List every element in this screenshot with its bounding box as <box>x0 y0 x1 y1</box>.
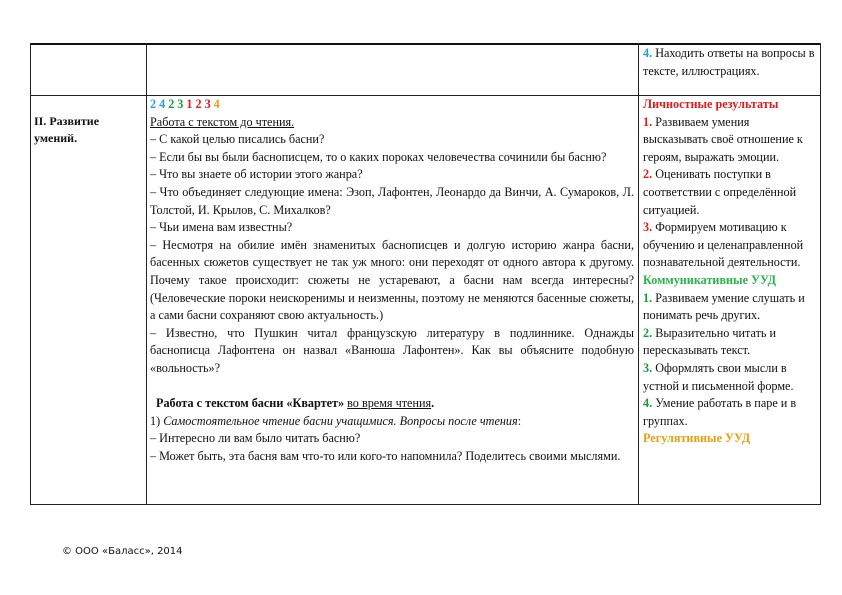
during-heading-bold: Работа с текстом басни «Квартет» <box>156 396 345 411</box>
col-divider-left <box>30 43 31 505</box>
question-line: – Чьи имена вам известны? <box>150 220 293 235</box>
col-divider-1 <box>146 43 147 505</box>
col-divider-2 <box>638 43 639 505</box>
question-line: – Известно, что Пушкин читал французскую литературу в подлиннике. Однажды баснописца Лафонтена он назвал «Ванюша Лафонтен». Как вы объясните подобную «вольность»? <box>150 325 634 375</box>
digit: 1 <box>186 97 193 111</box>
result-number: 3. <box>643 220 653 235</box>
result-text: Формируем мотивацию к обучению и целенаправленной познавательной деятельности. <box>643 220 804 270</box>
step-line <box>150 413 634 431</box>
result-text: Развиваем умение слушать и понимать речь других. <box>643 290 805 323</box>
color-digits <box>150 96 634 114</box>
result-item <box>643 114 817 167</box>
col-divider-right <box>820 43 821 505</box>
result-item <box>643 360 817 395</box>
step-colon: : <box>517 413 522 428</box>
digit: 4 <box>159 97 166 111</box>
spacer <box>150 378 634 396</box>
footer-copyright: © ООО «Баласс», 2014 <box>62 546 183 557</box>
digit: 2 <box>150 97 157 111</box>
table-bottom-border <box>30 504 821 505</box>
question-line: – Несмотря на обилие имён знаменитых баснописцев и долгую историю жанра басни, басенных сюжетов существует не так уж много: они переходят от одного автора к другому. Почему такое происходит: сюжеты не устаревают, а басни нам всегда интересны? (Человеческие пороки неискоренимы и неизменны, поэтому не меняются басенные сюжеты, а сами басни сохраняют свою актуальность.) <box>150 237 634 323</box>
personal-results-heading: Личностные результаты <box>643 97 779 111</box>
question-line: – С какой целью писались басни? <box>150 132 325 147</box>
result-number: 2. <box>643 325 653 340</box>
during-heading-end: . <box>431 396 435 411</box>
stage-label: II. Развитие умений. <box>34 114 100 145</box>
digit: 2 <box>168 97 175 111</box>
step-number: 1) <box>150 413 161 428</box>
regulative-heading: Регулятивные УУД <box>643 431 751 446</box>
result-text: Развиваем умения высказывать своё отношение к героям, выражать эмоции. <box>643 114 803 164</box>
step-text: Самостоятельное чтение басни учащимися. Вопросы после чтения <box>163 413 518 428</box>
result-item <box>643 325 817 360</box>
activity-column <box>150 96 634 465</box>
result-text: Оформлять свои мысли в устной и письменной форме. <box>643 360 794 393</box>
digit: 3 <box>204 97 211 111</box>
question-line: – Что объединяет следующие имена: Эзоп, Лафонтен, Леонардо да Винчи, А. Сумароков, Л. Толстой, И. Крылов, С. Михалков? <box>150 184 634 217</box>
result-item <box>643 290 817 325</box>
question-line: – Если бы вы были баснописцем, то о каких пороках человечества сочинили бы басню? <box>150 149 607 164</box>
question-line: – Интересно ли вам было читать басню? <box>150 431 361 446</box>
result-number: 4. <box>643 396 653 411</box>
results-column <box>643 96 817 448</box>
result-number: 3. <box>643 360 653 375</box>
result-number: 1. <box>643 290 653 305</box>
question-line: – Может быть, эта басня вам что-то или кого-то напомнила? Поделитесь своими мыслями. <box>150 448 621 463</box>
result-text: Умение работать в паре и в группах. <box>643 396 797 428</box>
result-number: 1. <box>643 114 653 129</box>
communicative-heading: Коммуникативные УУД <box>643 272 777 287</box>
top-row-results <box>643 45 817 80</box>
result-number: 2. <box>643 167 653 182</box>
item-number: 4. <box>643 46 653 60</box>
during-heading-underline: во время чтения <box>347 396 432 411</box>
item-text: Находить ответы на вопросы в тексте, иллюстрациях. <box>643 46 815 78</box>
result-item <box>643 219 817 272</box>
question-line: – Что вы знаете об истории этого жанра? <box>150 167 363 182</box>
digit: 4 <box>213 97 220 111</box>
result-item <box>643 166 817 219</box>
during-reading-heading <box>150 395 634 413</box>
result-item <box>643 395 817 430</box>
before-reading-heading: Работа с текстом до чтения. <box>150 114 295 129</box>
result-text: Выразительно читать и пересказывать текст. <box>643 325 777 358</box>
digit: 3 <box>177 97 184 111</box>
digit: 2 <box>195 97 202 111</box>
result-text: Оценивать поступки в соответствии с определённой ситуацией. <box>643 167 797 217</box>
